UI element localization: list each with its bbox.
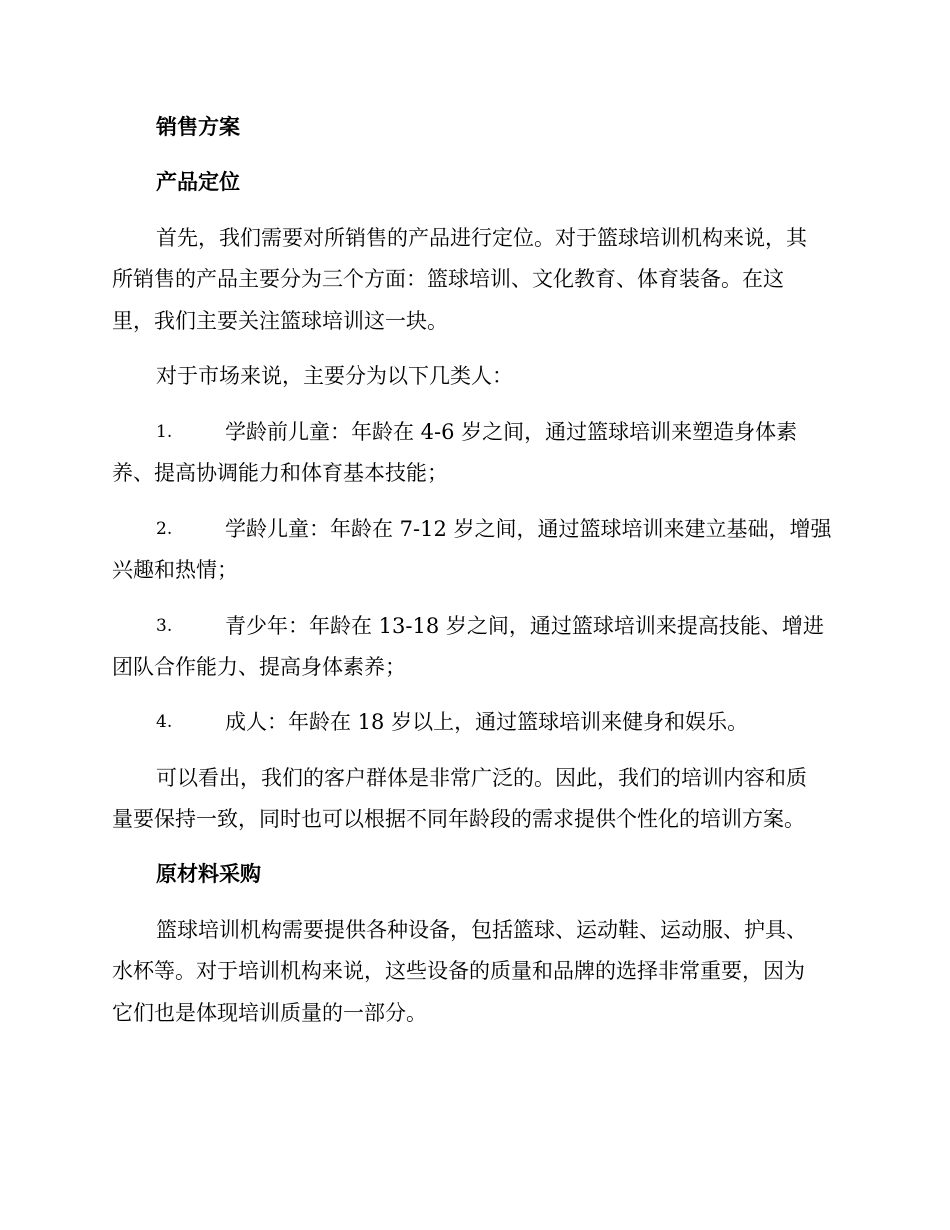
- paragraph-line: 首先，我们需要对所销售的产品进行定位。对于篮球培训机构来说，其: [156, 226, 807, 250]
- paragraph-line: 所销售的产品主要分为三个方面：篮球培训、文化教育、体育装备。在这: [112, 267, 784, 291]
- list-number: 3.: [156, 616, 173, 636]
- list-item-line: 青少年：年龄在 13-18 岁之间，通过篮球培训来提高技能、增进: [225, 614, 824, 638]
- list-item-line: 兴趣和热情；: [112, 558, 238, 582]
- paragraph-line: 量要保持一致，同时也可以根据不同年龄段的需求提供个性化的培训方案。: [112, 807, 805, 831]
- paragraph-line: 水杯等。对于培训机构来说，这些设备的质量和品牌的选择非常重要，因为: [112, 959, 805, 983]
- paragraph-line: 篮球培训机构需要提供各种设备，包括篮球、运动鞋、运动服、护具、: [156, 918, 807, 942]
- list-item-line: 学龄前儿童：年龄在 4-6 岁之间，通过篮球培训来塑造身体素: [225, 420, 798, 444]
- paragraph-line: 里，我们主要关注篮球培训这一块。: [112, 309, 448, 333]
- section-heading-product-positioning: 产品定位: [156, 169, 240, 194]
- list-number: 4.: [156, 712, 173, 732]
- list-number: 1.: [156, 422, 173, 442]
- list-number: 2.: [156, 519, 173, 539]
- list-item-line: 学龄儿童：年龄在 7-12 岁之间，通过篮球培训来建立基础，增强: [225, 517, 832, 541]
- list-item-line: 养、提高协调能力和体育基本技能；: [112, 461, 448, 485]
- list-item-line: 成人：年龄在 18 岁以上，通过篮球培训来健身和娱乐。: [225, 710, 749, 734]
- market-intro-line: 对于市场来说，主要分为以下几类人：: [156, 364, 513, 388]
- paragraph-line: 它们也是体现培训质量的一部分。: [112, 1001, 427, 1025]
- list-item-line: 团队合作能力、提高身体素养；: [112, 655, 406, 679]
- section-heading-raw-material-procurement: 原材料采购: [156, 861, 261, 886]
- document-title: 销售方案: [156, 114, 240, 139]
- paragraph-line: 可以看出，我们的客户群体是非常广泛的。因此，我们的培训内容和质: [156, 766, 807, 790]
